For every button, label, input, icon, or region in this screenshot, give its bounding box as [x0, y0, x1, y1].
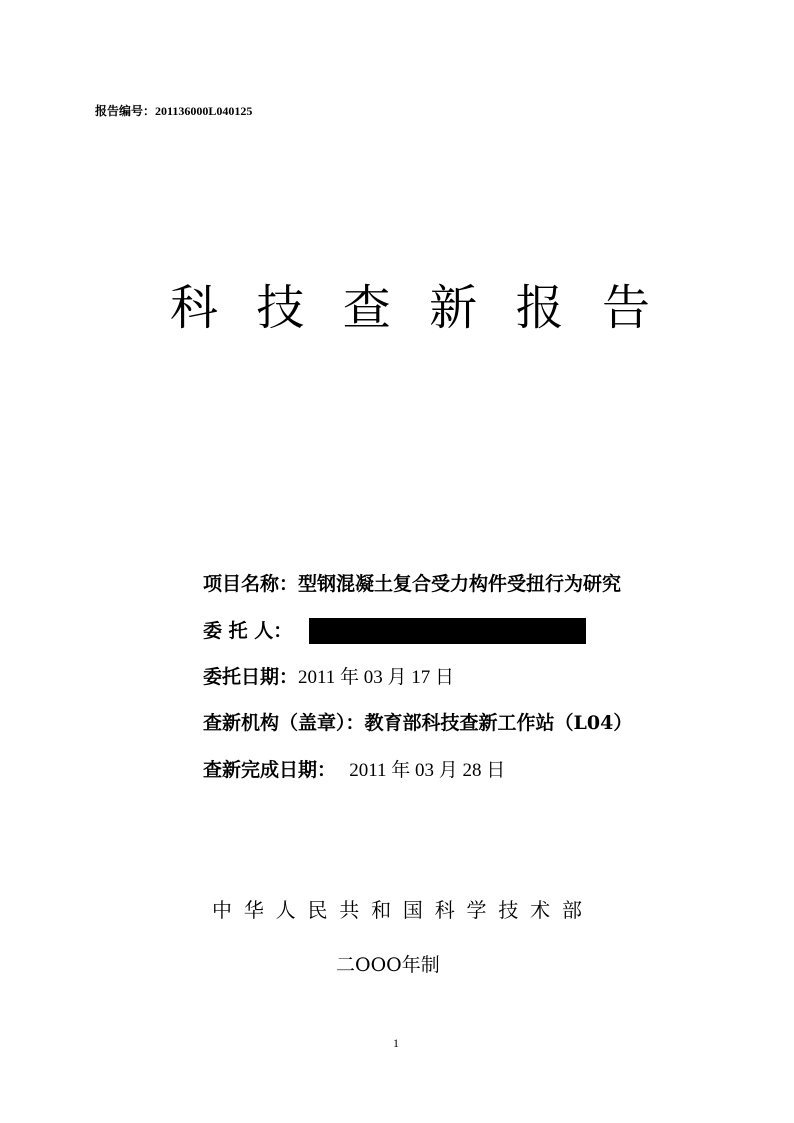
title-char: 技	[256, 280, 305, 336]
agency-label: 查新机构（盖章）：	[203, 712, 365, 734]
project-name-label: 项目名称：	[203, 573, 299, 595]
completion-date-row	[203, 756, 505, 785]
client-label: 委 托 人：	[203, 620, 293, 642]
title-char: 科	[170, 280, 219, 336]
ministry-char: 部	[561, 898, 582, 922]
title-char: 查	[342, 280, 391, 336]
ministry-char: 国	[402, 898, 423, 922]
project-name-row	[203, 570, 621, 598]
document-title	[170, 278, 650, 338]
agency-row	[203, 709, 632, 737]
completion-date-label: 查新完成日期：	[203, 759, 337, 781]
commission-date-label: 委托日期：	[203, 666, 299, 688]
title-char: 报	[515, 280, 564, 336]
commission-date-value: 2011 年 03 月 17 日	[298, 667, 455, 688]
title-char: 新	[429, 280, 478, 336]
report-number-label: 报告编号：	[95, 104, 156, 118]
ministry-char: 人	[275, 898, 296, 922]
report-number	[95, 103, 252, 119]
ministry-char: 学	[466, 898, 487, 922]
commission-date-row	[203, 663, 454, 692]
client-redaction-block	[309, 618, 586, 644]
ministry-char: 术	[530, 898, 551, 922]
report-number-value: 201136000L040125	[155, 104, 253, 118]
ministry-char: 民	[307, 898, 328, 922]
ministry-char: 中	[212, 898, 232, 922]
year-made: 二OOO年制	[336, 954, 440, 976]
ministry-char: 华	[243, 898, 264, 922]
project-name-value: 型钢混凝土复合受力构件受扭行为研究	[298, 573, 622, 595]
agency-value: 教育部科技查新工作站（L04）	[364, 712, 633, 734]
ministry-char: 和	[371, 898, 392, 922]
issuing-ministry	[212, 897, 582, 923]
title-char: 告	[601, 280, 650, 336]
ministry-char: 科	[434, 898, 455, 922]
client-row	[203, 617, 292, 645]
ministry-char: 技	[498, 898, 519, 922]
completion-date-value: 2011 年 03 月 28 日	[349, 760, 506, 781]
page-number: 1	[393, 1036, 399, 1050]
ministry-char: 共	[339, 898, 360, 922]
